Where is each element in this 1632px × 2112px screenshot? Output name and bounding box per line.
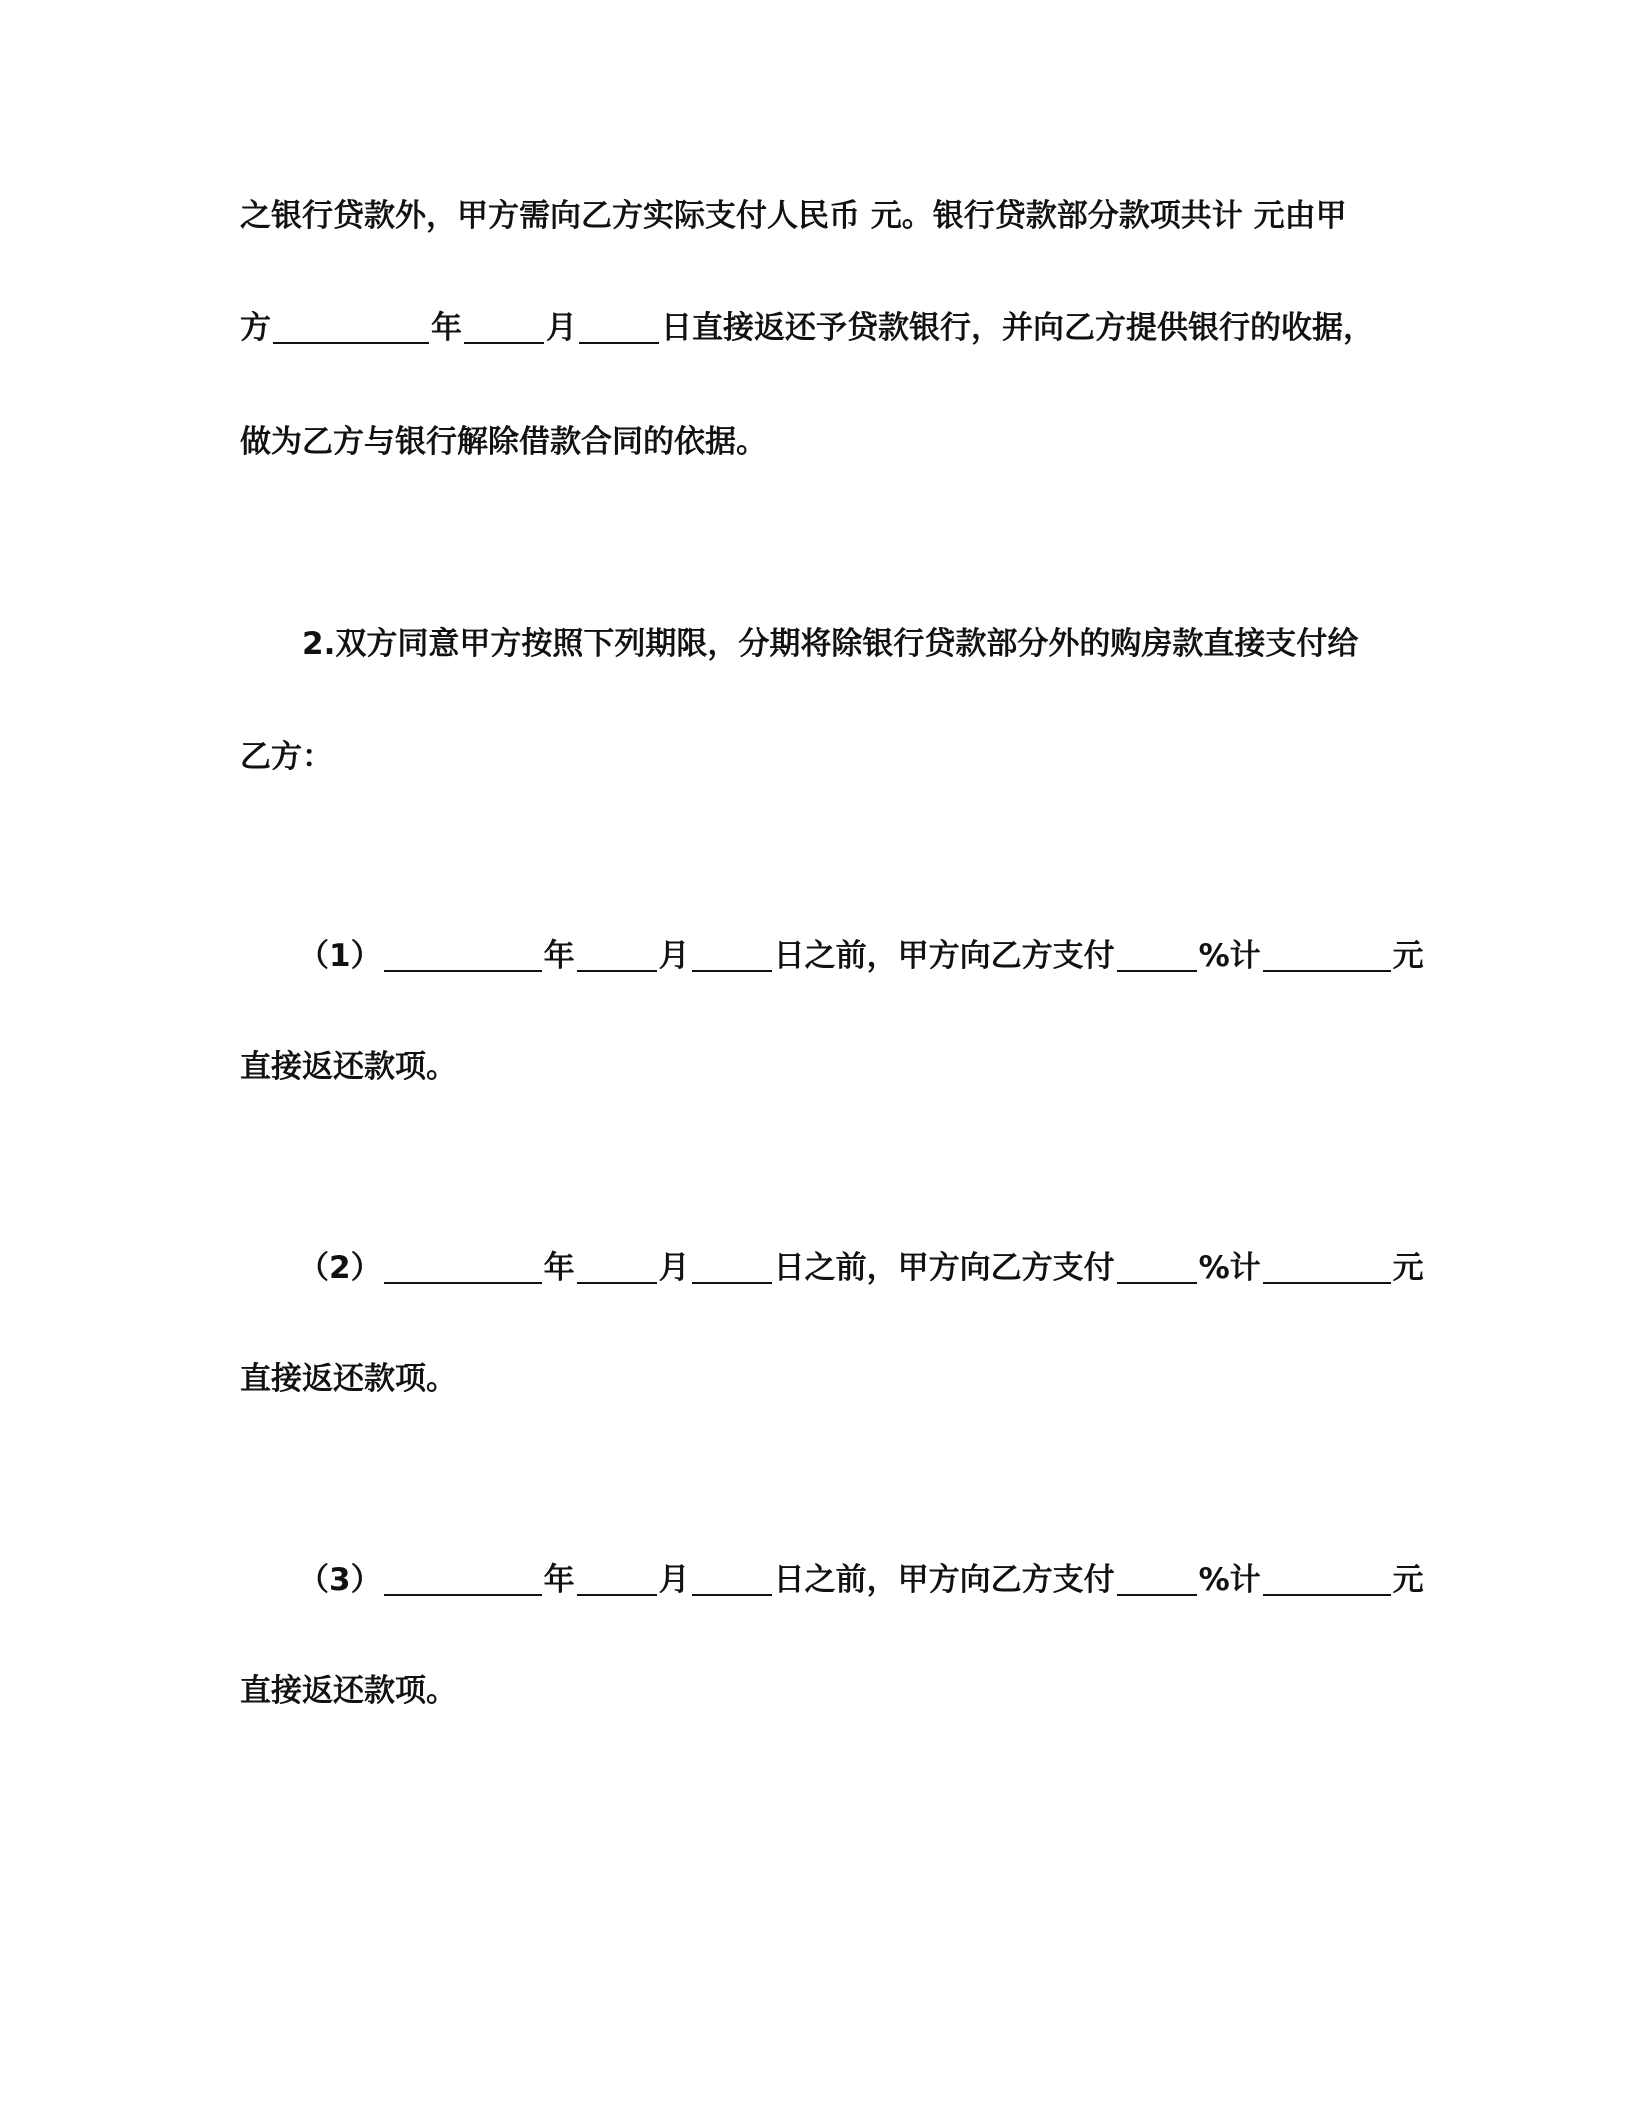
installment-label: （3） <box>298 1562 382 1598</box>
yuan-label: 元 <box>1392 1250 1424 1286</box>
installment-label: （1） <box>298 938 382 974</box>
month-label: 月 <box>658 938 690 974</box>
installment-tail-text: 直接返还款项。 <box>240 1049 457 1085</box>
year-blank <box>384 1244 542 1284</box>
yuan-label: 元 <box>1392 1562 1424 1598</box>
paragraph1-line1-text: 之银行贷款外，甲方需向乙方实际支付人民币 元。银行贷款部分款项共计 元由甲 <box>240 198 1347 234</box>
installment-line <box>298 936 1424 976</box>
day-text: 日之前，甲方向乙方支付 <box>773 1250 1115 1286</box>
installment-tail-text: 直接返还款项。 <box>240 1361 457 1397</box>
installment-line <box>298 1560 1424 1600</box>
day-blank <box>692 1244 772 1284</box>
paragraph2-line1-text: 2.双方同意甲方按照下列期限，分期将除银行贷款部分外的购房款直接支付给 <box>302 626 1359 662</box>
paragraph1-line2 <box>240 308 1374 348</box>
amount-blank <box>1263 1244 1391 1284</box>
year-blank <box>384 932 542 972</box>
installment-tail <box>240 1047 457 1087</box>
percent-label: %计 <box>1198 938 1261 974</box>
day-blank <box>579 304 659 344</box>
month-label: 月 <box>658 1250 690 1286</box>
percent-blank <box>1117 1556 1197 1596</box>
paragraph1-line3-text: 做为乙方与银行解除借款合同的依据。 <box>240 424 767 460</box>
percent-label: %计 <box>1198 1562 1261 1598</box>
year-label: 年 <box>543 938 575 974</box>
month-blank <box>464 304 544 344</box>
paragraph2-line2 <box>240 737 333 777</box>
paragraph1-line1 <box>240 196 1347 236</box>
month-blank <box>577 1244 657 1284</box>
paragraph1-line3 <box>240 422 767 462</box>
installment-tail <box>240 1671 457 1711</box>
day-text: 日之前，甲方向乙方支付 <box>773 1562 1115 1598</box>
day-text: 日之前，甲方向乙方支付 <box>773 938 1115 974</box>
year-label: 年 <box>543 1250 575 1286</box>
year-blank <box>384 1556 542 1596</box>
amount-blank <box>1263 1556 1391 1596</box>
paragraph1-line2-start: 方 <box>240 310 271 346</box>
year-label: 年 <box>431 310 462 346</box>
year-blank <box>273 304 429 344</box>
paragraph2-line2-text: 乙方： <box>240 739 333 775</box>
month-blank <box>577 1556 657 1596</box>
installment-label: （2） <box>298 1250 382 1286</box>
percent-blank <box>1117 932 1197 972</box>
percent-blank <box>1117 1244 1197 1284</box>
amount-blank <box>1263 932 1391 972</box>
installment-tail-text: 直接返还款项。 <box>240 1673 457 1709</box>
installment-line <box>298 1248 1424 1288</box>
month-blank <box>577 932 657 972</box>
installment-tail <box>240 1359 457 1399</box>
percent-label: %计 <box>1198 1250 1261 1286</box>
yuan-label: 元 <box>1392 938 1424 974</box>
day-blank <box>692 1556 772 1596</box>
year-label: 年 <box>543 1562 575 1598</box>
month-label: 月 <box>546 310 577 346</box>
day-blank <box>692 932 772 972</box>
month-label: 月 <box>658 1562 690 1598</box>
paragraph1-line2-end: 日直接返还予贷款银行，并向乙方提供银行的收据， <box>661 310 1374 346</box>
paragraph2-line1 <box>302 624 1358 664</box>
